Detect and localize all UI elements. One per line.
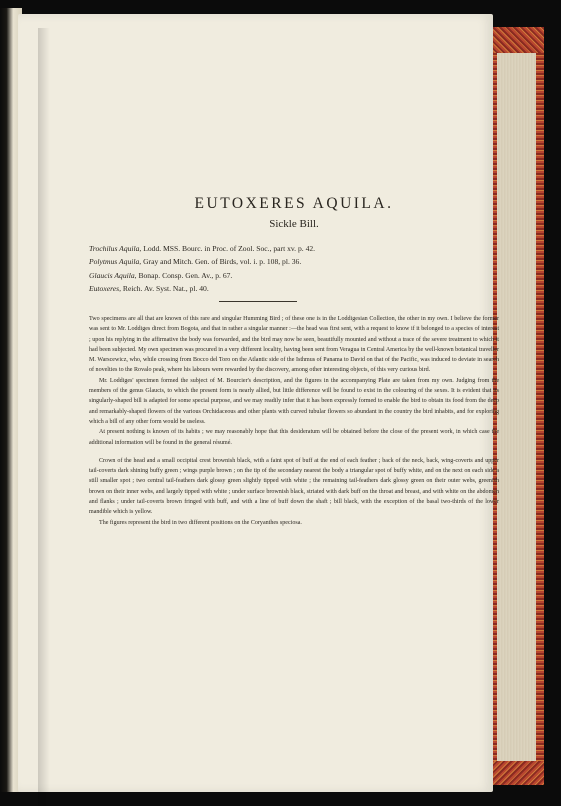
page-subtitle: Sickle Bill. — [269, 218, 319, 230]
synonym-reference: Bonap. Consp. Gen. Av., p. 67. — [136, 270, 233, 280]
gilt-edge-right — [536, 27, 544, 785]
gilt-edge-bottom — [489, 761, 544, 785]
synonym-reference: Gray and Mitch. Gen. of Birds, vol. i. p. 108, pl. 36. — [141, 257, 302, 267]
synonym-name: Eutoxeres, — [89, 284, 121, 294]
page-gutter-shadow — [38, 28, 50, 806]
paragraph: Mr. Loddiges' specimen formed the subject of M. Bourcier's description, and the figures in the accompanying Plate are taken from my own. Judging from the members of the genus Glaucis, to which the present form is nearly allied, but little difference will be found to exist in the colouring of the sexes. It is evident that its singularly-shaped bill is adapted for some special purpose, and we may readily infer that it has been expressly formed to enable the bird to obtain its food from the deep and remarkably-shaped flowers of the various Orchidaceous and other plants with curved tubular flowers so abundant in the country the bird inhabits, and for exploring which a bill of any other form would be useless. — [89, 377, 499, 425]
paragraph: At present nothing is known of its habits ; we may reasonably hope that this desideratum will be obtained before the close of the present work, in which case the additional information will be found in the general résumé. — [89, 429, 499, 446]
synonym-reference: Reich. Av. Syst. Nat., pl. 40. — [120, 284, 209, 294]
body-text — [89, 314, 499, 528]
synonym-line — [89, 282, 499, 295]
synonym-line — [89, 255, 499, 268]
synonym-name: Glaucis Aquila, — [89, 270, 137, 280]
synonym-line — [89, 269, 499, 282]
section-divider — [219, 301, 297, 302]
description-paragraph: Crown of the head and a small occipital crest brownish black, with a faint spot of buff at the end of each feather ; back of the neck, back, wing-coverts and upper tail-coverts dark shining buffy green ; wings purple brown ; on the tip of the secondary nearest the body a triangular spot of buffy white, and on the next on each side a still smaller spot ; two central tail-feathers dark glossy green slightly tipped with white ; the remaining tail-feathers dark glossy green on their outer webs, greenish brown on their inner webs, and largely tipped with white ; under surface brownish black, striated with dark buff on the throat and breast, and with white on the abdomen and flanks ; under tail-coverts brown fringed with buff, and with a line of buff down the shaft ; bill black, with the exception of the basal two-thirds of the lower mandible which is yellow. — [89, 457, 499, 516]
gilt-edge-top — [489, 27, 544, 53]
synonym-line — [89, 242, 499, 255]
synonym-name: Polytmus Aquila, — [89, 257, 142, 267]
synonym-reference: Lodd. MSS. Bourc. in Proc. of Zool. Soc., part xv. p. 42. — [141, 244, 316, 253]
page-title: EUTOXERES AQUILA. — [194, 195, 394, 212]
synonym-name: Trochilus Aquila, — [89, 244, 142, 253]
book-page — [18, 14, 499, 792]
synonymy-list — [89, 242, 499, 296]
paragraph: The figures represent the bird in two different positions on the Coryanthes speciosa. — [99, 519, 302, 526]
paragraph: Two specimens are all that are known of this rare and singular Humming Bird ; of these one is in the Loddigesian Collection, the other in my own. I believe the former was sent to Mr. Loddiges direct from Bogota, and that in rather a singular manner :—the head was first sent, with a request to know if it belonged to a species of interest ; upon his replying in the affirmative the body was forwarded, and the bird may now be seen, beautifully mounted and without a trace of the severe treatment to which it had been subjected. My own specimen was procured in a very different locality, having been sent from Veragua in Central America by the well-known botanical traveller M. Warscewicz, who, while crossing from Bocco del Toro on the Atlantic side of the Isthmus of Panama to David on that of the Pacific, was induced to deviate in search of novelties to the Rovalo peak, where his labours were rewarded by the discovery, among other interesting objects, of this very curious bird. — [89, 316, 499, 374]
